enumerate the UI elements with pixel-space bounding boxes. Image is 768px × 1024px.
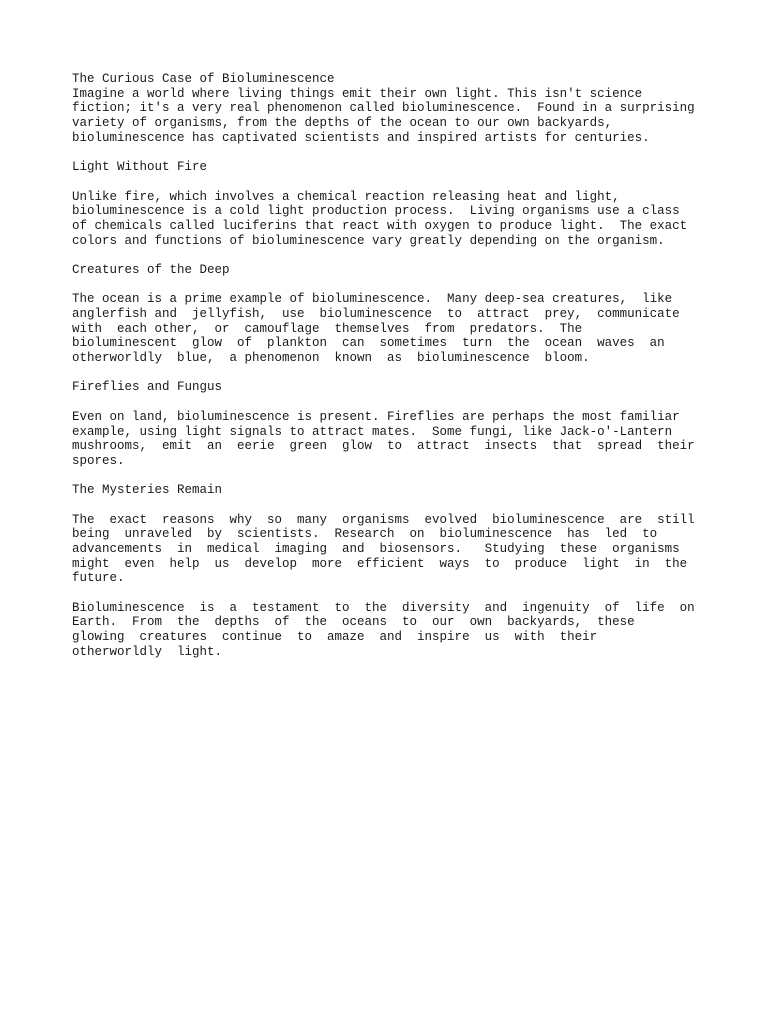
- document-page: [72, 72, 702, 660]
- intro-line: bioluminescence has captivated scientists and inspired artists for centuries.: [72, 130, 650, 145]
- paragraph-line: The exact reasons why so many organisms evolved bioluminescence are still: [72, 512, 695, 527]
- intro-line: Imagine a world where living things emit their own light. This isn't science: [72, 86, 643, 101]
- paragraph-line: Bioluminescence is a testament to the diversity and ingenuity of life on: [72, 600, 695, 615]
- document-title: The Curious Case of Bioluminescence: [72, 72, 335, 86]
- section-heading: The Mysteries Remain: [72, 483, 223, 498]
- section-heading: Fireflies and Fungus: [72, 380, 223, 395]
- paragraph-line: mushrooms, emit an eerie green glow to attract insects that spread their: [72, 439, 695, 454]
- paragraph-line: The ocean is a prime example of bioluminescence. Many deep-sea creatures, like: [72, 292, 673, 307]
- paragraph-line: colors and functions of bioluminescence vary greatly depending on the organism.: [72, 233, 665, 248]
- paragraph-line: Unlike fire, which involves a chemical reaction releasing heat and light,: [72, 189, 620, 204]
- paragraph-line: bioluminescent glow of plankton can sometimes turn the ocean waves an: [72, 336, 665, 351]
- paragraph-line: Even on land, bioluminescence is present. Fireflies are perhaps the most familiar: [72, 409, 680, 424]
- paragraph-line: anglerfish and jellyfish, use bioluminescence to attract prey, communicate: [72, 307, 680, 321]
- paragraph-line: being unraveled by scientists. Research on bioluminescence has led to: [72, 527, 658, 542]
- paragraph-line: of chemicals called luciferins that react with oxygen to produce light. The exact: [72, 218, 688, 233]
- paragraph-line: otherworldly light.: [72, 644, 223, 659]
- paragraph-line: example, using light signals to attract mates. Some fungi, like Jack-o'-Lantern: [72, 424, 673, 439]
- paragraph-line: might even help us develop more efficient ways to produce light in the: [72, 556, 688, 571]
- intro-line: variety of organisms, from the depths of the ocean to our own backyards,: [72, 116, 613, 131]
- paragraph-line: bioluminescence is a cold light production process. Living organisms use a class: [72, 204, 680, 219]
- intro-line: fiction; it's a very real phenomenon called bioluminescence. Found in a surprising: [72, 101, 695, 116]
- paragraph-line: glowing creatures continue to amaze and inspire us with their: [72, 630, 598, 645]
- section-heading: Light Without Fire: [72, 160, 208, 175]
- paragraph-line: Earth. From the depths of the oceans to our own backyards, these: [72, 615, 635, 630]
- paragraph-line: advancements in medical imaging and biosensors. Studying these organisms: [72, 542, 680, 556]
- paragraph-line: future.: [72, 571, 125, 586]
- paragraph-line: with each other, or camouflage themselves from predators. The: [72, 321, 583, 336]
- paragraph-line: otherworldly blue, a phenomenon known as bioluminescence bloom.: [72, 351, 590, 366]
- section-heading: Creatures of the Deep: [72, 262, 230, 277]
- paragraph-line: spores.: [72, 453, 125, 468]
